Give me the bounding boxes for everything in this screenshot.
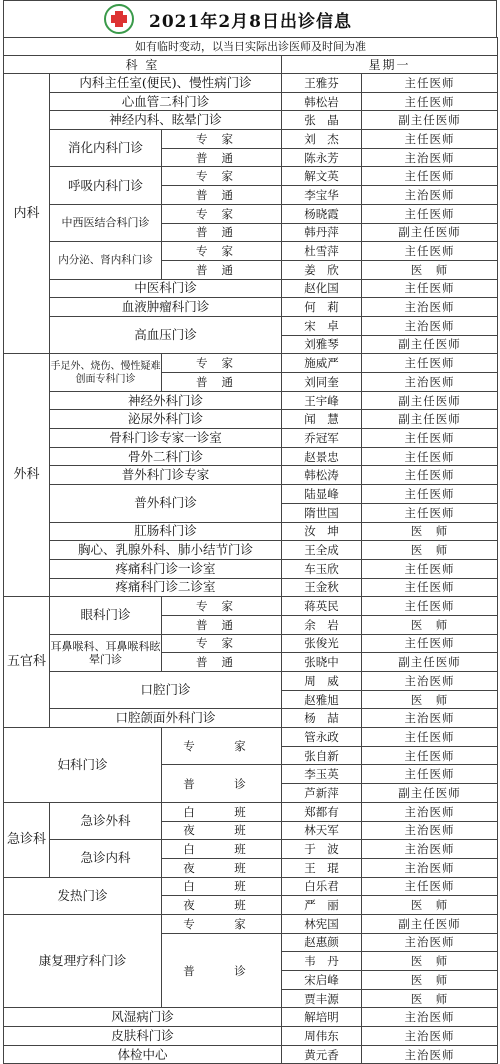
doctor-name: 刘雅琴 — [282, 335, 362, 354]
doctor-title: 主任医师 — [362, 728, 498, 747]
doctor-name: 杨晓霞 — [282, 204, 362, 223]
dept-label: 消化内科门诊 — [50, 130, 162, 167]
section-neike: 内科 — [4, 74, 50, 354]
doctor-name: 蒋英民 — [282, 597, 362, 616]
doctor-title: 主任医师 — [362, 466, 498, 485]
clinic-type: 专家 — [162, 242, 282, 261]
doctor-name: 宋 卓 — [282, 316, 362, 335]
doctor-name: 隋世国 — [282, 503, 362, 522]
doctor-name: 芦新萍 — [282, 784, 362, 803]
doctor-title: 主任医师 — [362, 279, 498, 298]
doctor-name: 王宇峰 — [282, 391, 362, 410]
clinic-type: 专家 — [162, 597, 282, 616]
doctor-name: 管永政 — [282, 728, 362, 747]
doctor-name: 黄元香 — [282, 1045, 362, 1064]
doctor-title: 副主任医师 — [362, 914, 498, 933]
doctor-name: 赵景忠 — [282, 447, 362, 466]
doctor-name: 韩松涛 — [282, 466, 362, 485]
doctor-name: 林宪国 — [282, 914, 362, 933]
doctor-title: 主任医师 — [362, 74, 498, 93]
doctor-name: 刘 杰 — [282, 130, 362, 149]
doctor-title: 副主任医师 — [362, 111, 498, 130]
clinic-type: 专家 — [162, 130, 282, 149]
dept-label: 普外科门诊专家 — [50, 466, 282, 485]
dept-label: 口腔颌面外科门诊 — [50, 709, 282, 728]
doctor-title: 主治医师 — [362, 840, 498, 859]
dept-label: 康复理疗科门诊 — [4, 914, 162, 1007]
doctor-name: 闻 慧 — [282, 410, 362, 429]
dept-label: 妇科门诊 — [4, 728, 162, 803]
dept-label: 急诊外科 — [50, 802, 162, 839]
shift-type: 白 班 — [162, 877, 282, 896]
doctor-title: 主任医师 — [362, 447, 498, 466]
section-jizhen: 急诊科 — [4, 802, 50, 877]
title-bar — [3, 0, 497, 37]
dept-label: 内分泌、肾内科门诊 — [50, 242, 162, 279]
doctor-name: 姜 欣 — [282, 260, 362, 279]
doctor-title: 主治医师 — [362, 821, 498, 840]
clinic-type: 专 家 — [162, 728, 282, 765]
doctor-name: 陈永芳 — [282, 148, 362, 167]
doctor-title: 副主任医师 — [362, 335, 498, 354]
schedule-table — [3, 37, 498, 1064]
dept-label: 胸心、乳腺外科、肺小结节门诊 — [50, 541, 282, 560]
doctor-title: 副主任医师 — [362, 223, 498, 242]
doctor-title: 主任医师 — [362, 92, 498, 111]
dept-header: 科 室 — [4, 56, 282, 74]
doctor-name: 韦 丹 — [282, 952, 362, 971]
doctor-name: 严 丽 — [282, 896, 362, 915]
clinic-type: 专家 — [162, 204, 282, 223]
doctor-name: 何 莉 — [282, 298, 362, 317]
doctor-title: 副主任医师 — [362, 391, 498, 410]
dept-label: 高血压门诊 — [50, 316, 282, 353]
doctor-name: 李玉英 — [282, 765, 362, 784]
doctor-title: 主任医师 — [362, 877, 498, 896]
doctor-title: 医 师 — [362, 971, 498, 990]
dept-label: 泌尿外科门诊 — [50, 410, 282, 429]
section-waike: 外科 — [4, 354, 50, 597]
doctor-name: 杨 喆 — [282, 709, 362, 728]
doctor-title: 医 师 — [362, 541, 498, 560]
shift-type: 白 班 — [162, 840, 282, 859]
dept-label: 耳鼻喉科、耳鼻喉科眩晕门诊 — [50, 634, 162, 671]
doctor-title: 主治医师 — [362, 186, 498, 205]
doctor-name: 赵惠颜 — [282, 933, 362, 952]
doctor-title: 主任医师 — [362, 204, 498, 223]
doctor-title: 主治医师 — [362, 802, 498, 821]
doctor-name: 张俊光 — [282, 634, 362, 653]
doctor-name: 白乐君 — [282, 877, 362, 896]
doctor-title: 主任医师 — [362, 503, 498, 522]
doctor-title: 主治医师 — [362, 316, 498, 335]
doctor-title: 医 师 — [362, 522, 498, 541]
doctor-name: 赵雅旭 — [282, 690, 362, 709]
clinic-type: 普通 — [162, 223, 282, 242]
dept-label: 风湿病门诊 — [4, 1008, 282, 1027]
doctor-title: 医 师 — [362, 260, 498, 279]
hospital-logo-icon — [104, 4, 134, 34]
dept-label: 心血管二科门诊 — [50, 92, 282, 111]
clinic-type: 普 诊 — [162, 765, 282, 802]
doctor-title: 主治医师 — [362, 148, 498, 167]
doctor-title: 主任医师 — [362, 559, 498, 578]
shift-type: 夜 班 — [162, 858, 282, 877]
shift-type: 夜 班 — [162, 821, 282, 840]
doctor-title: 主任医师 — [362, 429, 498, 448]
dept-label: 骨外二科门诊 — [50, 447, 282, 466]
doctor-name: 张 晶 — [282, 111, 362, 130]
doctor-title: 主任医师 — [362, 765, 498, 784]
shift-type: 白 班 — [162, 802, 282, 821]
doctor-title: 主任医师 — [362, 578, 498, 597]
doctor-name: 杜雪萍 — [282, 242, 362, 261]
doctor-name: 刘同奎 — [282, 373, 362, 392]
clinic-type: 普通 — [162, 148, 282, 167]
doctor-title: 主任医师 — [362, 634, 498, 653]
doctor-title: 主治医师 — [362, 858, 498, 877]
clinic-type: 专家 — [162, 167, 282, 186]
doctor-name: 周 威 — [282, 672, 362, 691]
doctor-title: 主任医师 — [362, 130, 498, 149]
doctor-name: 韩丹萍 — [282, 223, 362, 242]
doctor-name: 乔冠军 — [282, 429, 362, 448]
doctor-name: 赵化国 — [282, 279, 362, 298]
doctor-name: 于 波 — [282, 840, 362, 859]
dept-label: 血液肿瘤科门诊 — [50, 298, 282, 317]
doctor-title: 主治医师 — [362, 709, 498, 728]
doctor-name: 王金秋 — [282, 578, 362, 597]
dept-label: 骨科门诊专家一诊室 — [50, 429, 282, 448]
clinic-type: 普 诊 — [162, 933, 282, 1008]
dept-label: 疼痛科门诊一诊室 — [50, 559, 282, 578]
doctor-name: 王全成 — [282, 541, 362, 560]
doctor-name: 解文英 — [282, 167, 362, 186]
dept-label: 疼痛科门诊二诊室 — [50, 578, 282, 597]
doctor-title: 副主任医师 — [362, 410, 498, 429]
day-header: 星期一 — [282, 56, 498, 74]
clinic-type: 普通 — [162, 373, 282, 392]
doctor-name: 汝 坤 — [282, 522, 362, 541]
doctor-name: 王 琨 — [282, 858, 362, 877]
dept-label: 急诊内科 — [50, 840, 162, 877]
doctor-title: 主治医师 — [362, 373, 498, 392]
doctor-title: 主治医师 — [362, 1008, 498, 1027]
section-wuguan: 五官科 — [4, 597, 50, 728]
doctor-name: 李宝华 — [282, 186, 362, 205]
dept-label: 呼吸内科门诊 — [50, 167, 162, 204]
doctor-name: 余 岩 — [282, 615, 362, 634]
doctor-title: 主治医师 — [362, 933, 498, 952]
clinic-type: 普通 — [162, 186, 282, 205]
dept-label: 中医科门诊 — [50, 279, 282, 298]
dept-label: 眼科门诊 — [50, 597, 162, 634]
doctor-name: 郑都有 — [282, 802, 362, 821]
doctor-name: 王雅芬 — [282, 74, 362, 93]
doctor-title: 副主任医师 — [362, 653, 498, 672]
shift-type: 夜 班 — [162, 896, 282, 915]
clinic-type: 普通 — [162, 615, 282, 634]
dept-label: 手足外、烧伤、慢性疑难创面专科门诊 — [50, 354, 162, 391]
dept-label: 神经内科、眩晕门诊 — [50, 111, 282, 130]
doctor-title: 主任医师 — [362, 354, 498, 373]
doctor-name: 张自新 — [282, 746, 362, 765]
doctor-name: 林天军 — [282, 821, 362, 840]
clinic-type: 普通 — [162, 260, 282, 279]
doctor-title: 主任医师 — [362, 242, 498, 261]
doctor-name: 宋启峰 — [282, 971, 362, 990]
doctor-title: 主治医师 — [362, 298, 498, 317]
doctor-name: 韩松岩 — [282, 92, 362, 111]
doctor-name: 周伟东 — [282, 1027, 362, 1046]
doctor-title: 医 师 — [362, 615, 498, 634]
dept-label: 内科主任室(便民)、慢性病门诊 — [50, 74, 282, 93]
doctor-name: 张晓中 — [282, 653, 362, 672]
doctor-title: 主任医师 — [362, 485, 498, 504]
doctor-title: 副主任医师 — [362, 784, 498, 803]
clinic-type: 专家 — [162, 354, 282, 373]
doctor-title: 主任医师 — [362, 746, 498, 765]
dept-label: 中西医结合科门诊 — [50, 204, 162, 241]
dept-label: 肛肠科门诊 — [50, 522, 282, 541]
doctor-name: 解培明 — [282, 1008, 362, 1027]
doctor-title: 医 师 — [362, 690, 498, 709]
doctor-title: 主治医师 — [362, 1027, 498, 1046]
doctor-title: 医 师 — [362, 896, 498, 915]
clinic-type: 专 家 — [162, 914, 282, 933]
clinic-type: 专家 — [162, 634, 282, 653]
notice-text: 如有临时变动，以当日实际出诊医师及时间为准 — [4, 38, 498, 56]
doctor-title: 主治医师 — [362, 1045, 498, 1064]
doctor-name: 陆显峰 — [282, 485, 362, 504]
clinic-type: 普通 — [162, 653, 282, 672]
doctor-name: 车玉欣 — [282, 559, 362, 578]
doctor-name: 施威严 — [282, 354, 362, 373]
doctor-title: 主治医师 — [362, 672, 498, 691]
dept-label: 体检中心 — [4, 1045, 282, 1064]
dept-label: 皮肤科门诊 — [4, 1027, 282, 1046]
doctor-title: 主任医师 — [362, 597, 498, 616]
schedule-page — [3, 0, 497, 1064]
doctor-title: 医 师 — [362, 952, 498, 971]
dept-label: 发热门诊 — [4, 877, 162, 914]
doctor-name: 贾丰源 — [282, 989, 362, 1008]
doctor-title: 主任医师 — [362, 167, 498, 186]
dept-label: 普外科门诊 — [50, 485, 282, 522]
page-title: 2021年2月8日出诊信息 — [149, 12, 352, 32]
dept-label: 神经外科门诊 — [50, 391, 282, 410]
doctor-title: 医 师 — [362, 989, 498, 1008]
dept-label: 口腔门诊 — [50, 672, 282, 709]
